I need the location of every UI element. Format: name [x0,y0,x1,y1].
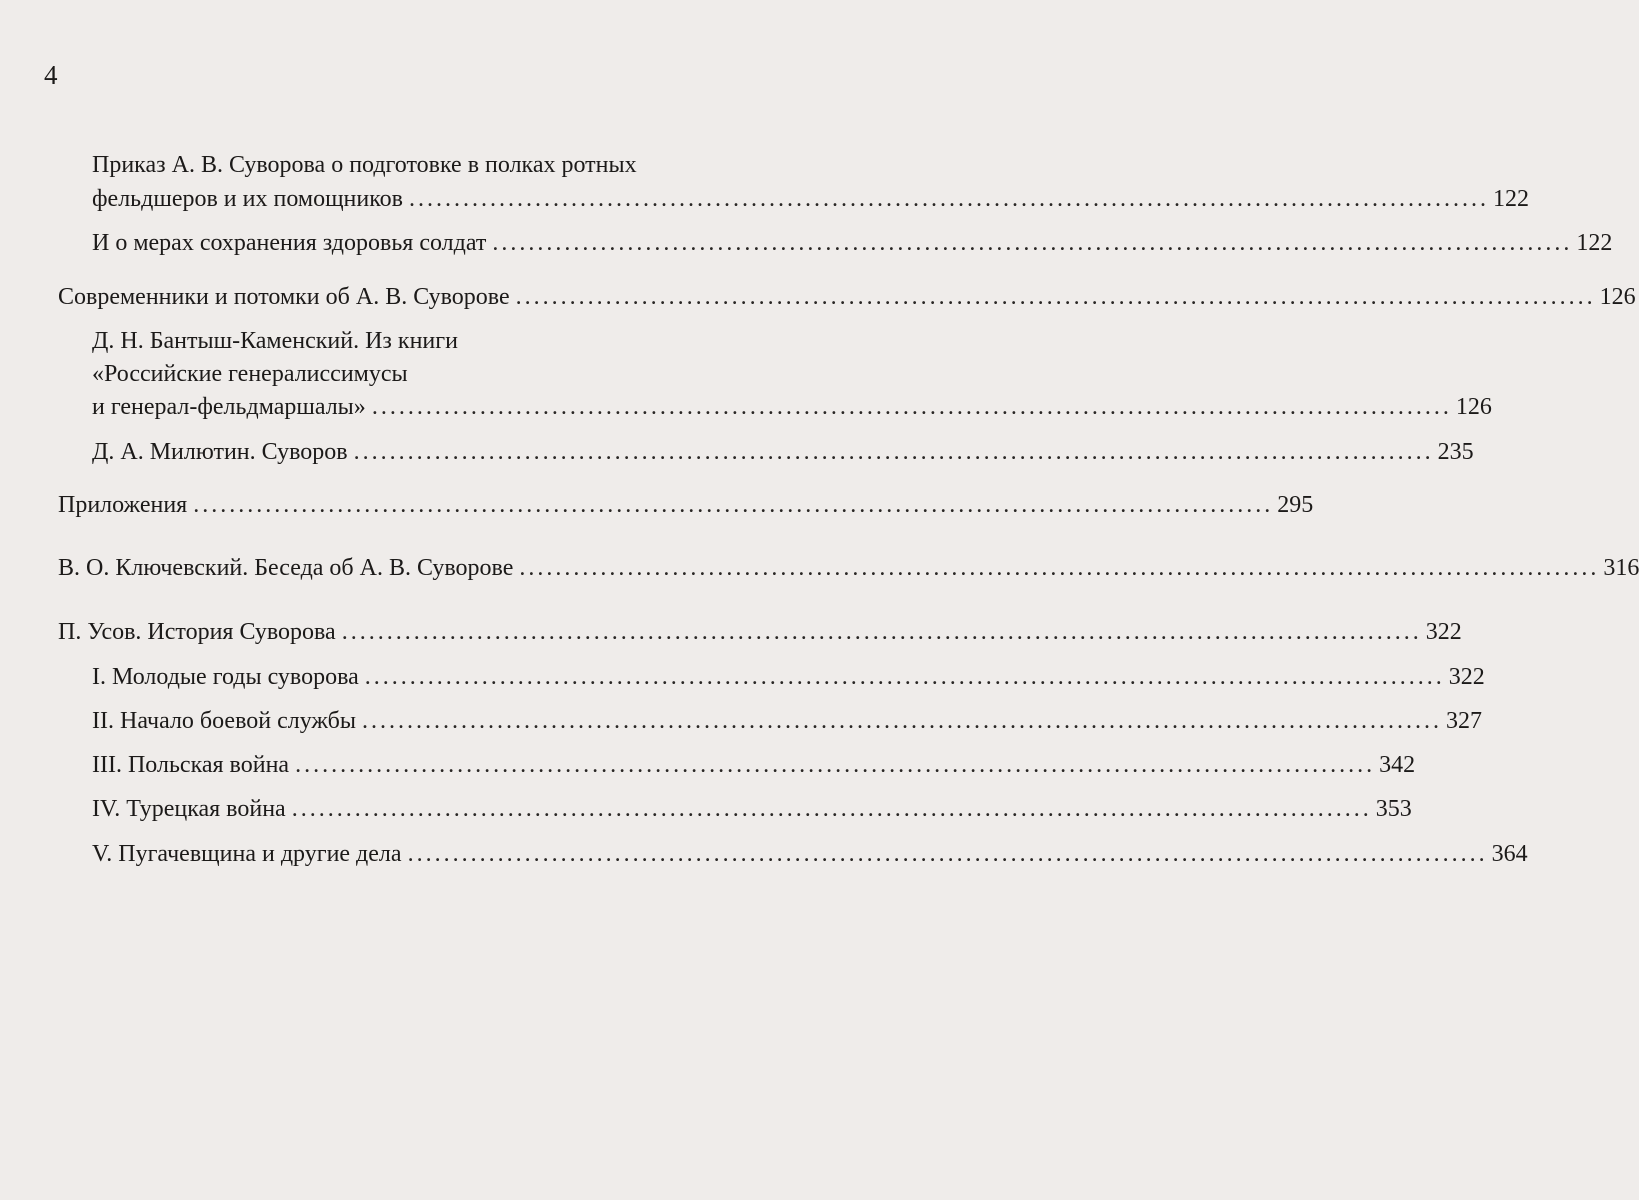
toc-entry-title: III. Польская война [92,752,290,778]
toc-entry[interactable] [92,839,1528,869]
toc-entry[interactable] [58,490,1314,520]
toc-entry-title: I. Молодые годы суворова [92,664,359,690]
toc-entry-title: и генерал-фельдмаршалы» [92,394,366,420]
toc-entry-title: Современники и потомки об А. В. Суворове [58,284,510,310]
leader-dots: ........................................................................................................................ [407,841,1488,867]
toc-entry[interactable] [92,662,1485,692]
toc-entry[interactable] [92,750,1416,780]
leader-dots: ........................................................................................................................ [291,796,1372,822]
toc-entry-title: фельдшеров и их помощников [92,186,404,212]
toc-entry[interactable] [58,282,1636,312]
toc-entry[interactable] [92,228,1613,258]
toc-entry-title: II. Начало боевой службы [92,708,356,734]
toc-entry[interactable] [92,392,1492,422]
toc-entry-page: 364 [1491,841,1528,867]
toc-entry-title: IV. Турецкая война [92,796,286,822]
leader-dots: ........................................................................................................................ [519,555,1600,581]
toc-entry-page: 122 [1493,186,1530,212]
toc-entry-text-line: Приказ А. В. Суворова о подготовке в полках ротных [92,152,637,178]
toc-entry-page: 342 [1379,752,1416,778]
leader-dots: ........................................................................................................................ [341,619,1422,645]
toc-entry[interactable] [58,553,1639,583]
toc-entry-page: 295 [1277,492,1314,518]
toc-entry[interactable] [58,617,1462,647]
leader-dots: ........................................................................................................................ [193,492,1274,518]
leader-dots: ........................................................................................................................ [492,230,1573,256]
toc-entry[interactable] [92,794,1412,824]
leader-dots: ........................................................................................................................ [362,708,1442,734]
toc-entry-page: 327 [1446,708,1482,734]
leader-dots: ........................................................................................................................ [409,186,1490,212]
toc-entry-text-line: Д. Н. Бантыш-Каменский. Из книги [92,328,458,354]
toc-entry-page: 122 [1576,230,1613,256]
toc-entry-page: 235 [1437,439,1474,465]
toc-entry[interactable] [92,437,1474,467]
page-number: 4 [44,60,58,90]
toc-entry-text-line: «Российские генералиссимусы [92,361,408,387]
leader-dots: ........................................................................................................................ [353,439,1434,465]
leader-dots: ........................................................................................................................ [364,664,1445,690]
leader-dots: ........................................................................................................................ [371,394,1452,420]
toc-entry-title: Д. А. Милютин. Суворов [92,439,348,465]
toc-entry-title: V. Пугачевщина и другие дела [92,841,402,867]
toc-entry[interactable] [92,184,1530,214]
toc-entry-title: Приложения [58,492,188,518]
toc-entry[interactable] [92,706,1482,736]
toc-entry-page: 126 [1455,394,1492,420]
toc-entry-title: П. Усов. История Суворова [58,619,336,645]
toc-entry-page: 126 [1599,284,1636,310]
toc-entry-title: В. О. Ключевский. Беседа об А. В. Суворове [58,555,514,581]
leader-dots: ........................................................................................................................ [515,284,1596,310]
toc-entry-title: И о мерах сохранения здоровья солдат [92,230,487,256]
leader-dots: ........................................................................................................................ [295,752,1376,778]
toc-entry-page: 316 [1603,555,1639,581]
toc-entry-page: 322 [1425,619,1462,645]
toc-entry-page: 353 [1375,796,1412,822]
toc-entry-page: 322 [1448,664,1485,690]
